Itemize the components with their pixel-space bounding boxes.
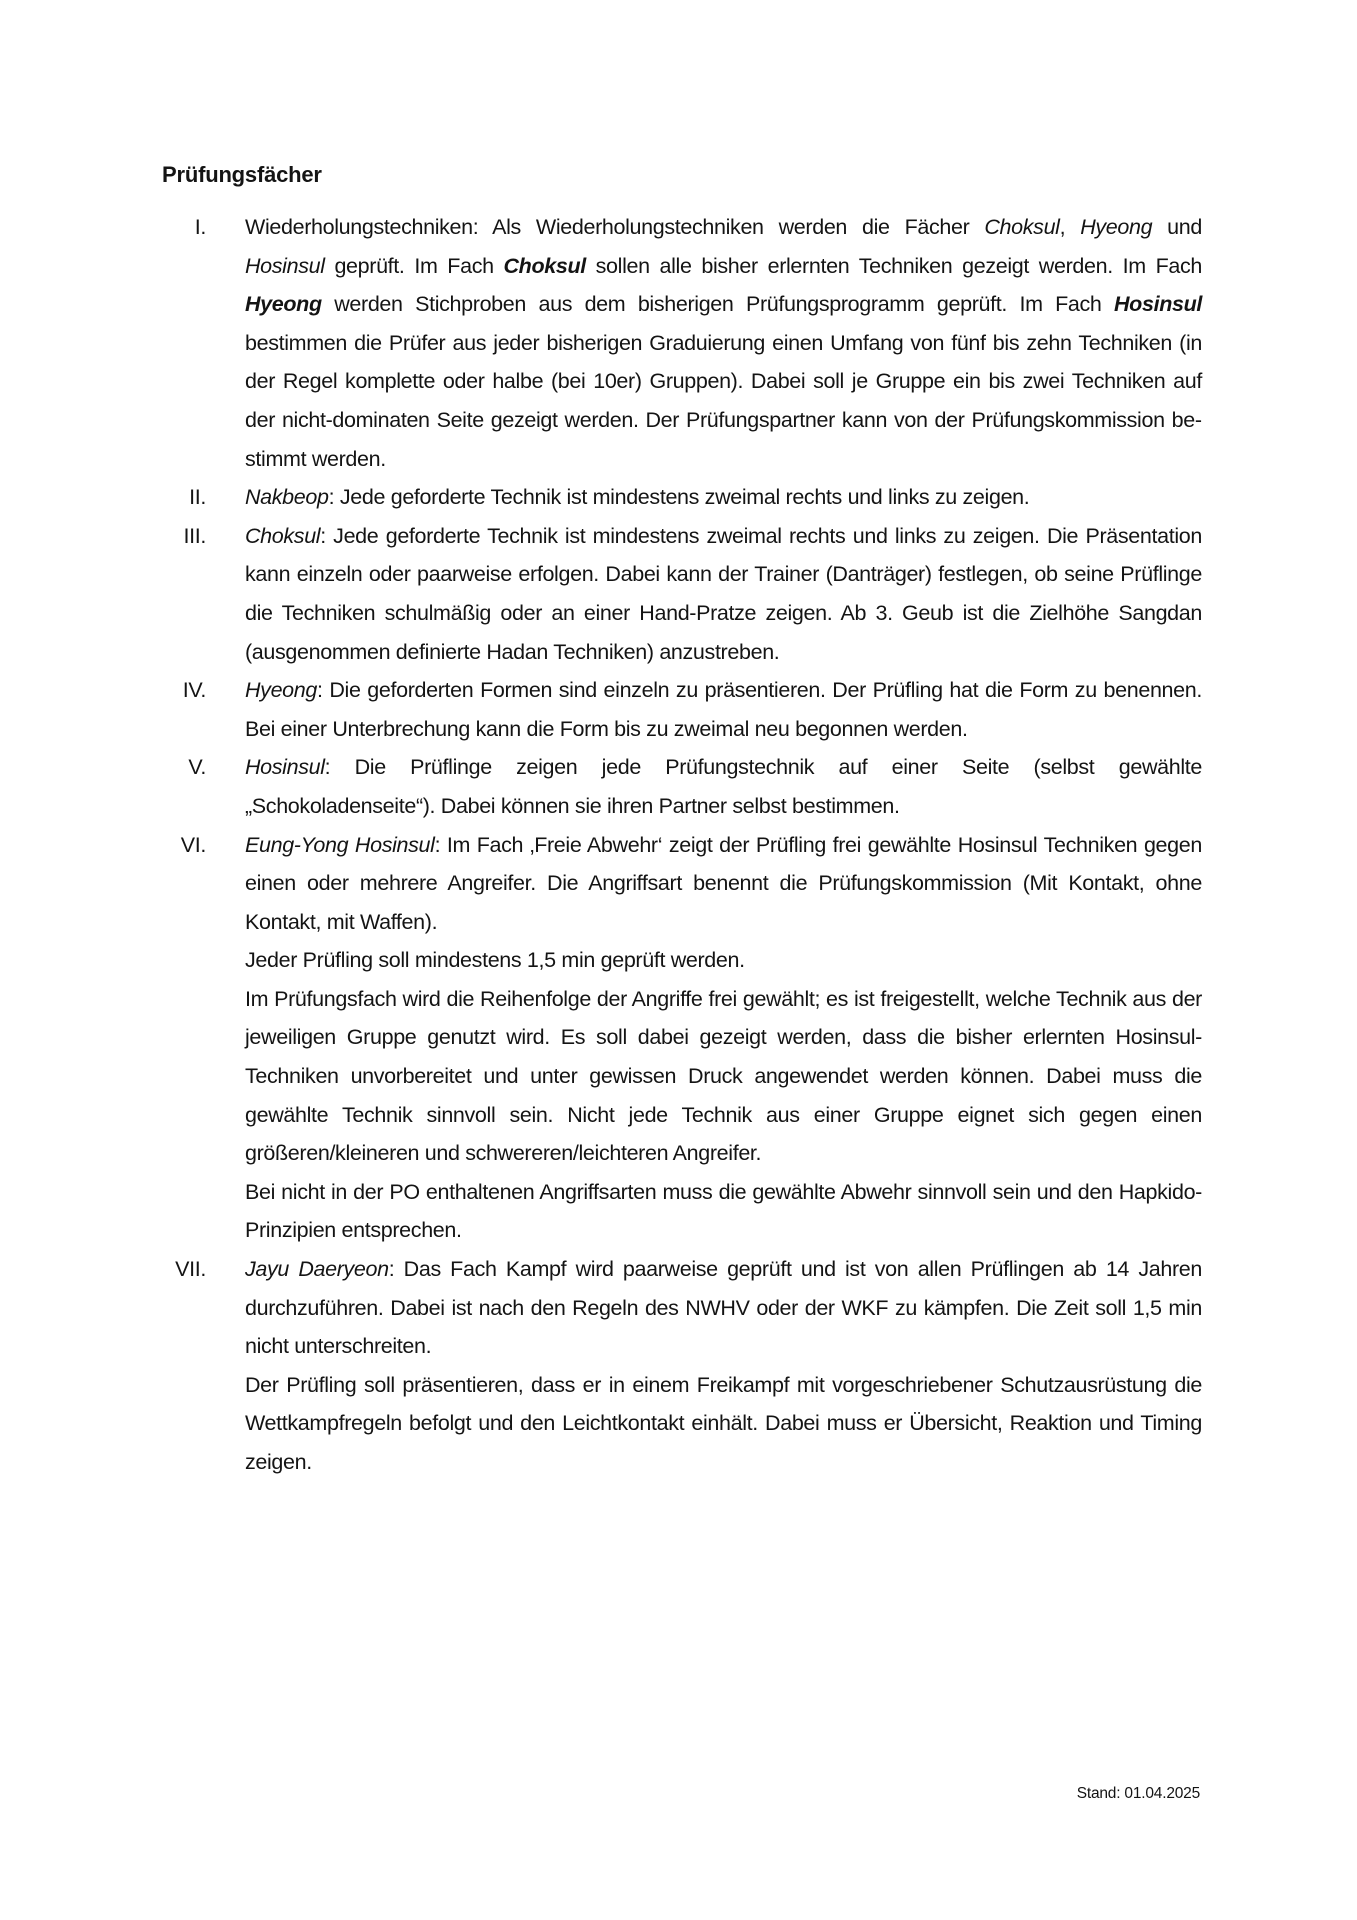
list-item-paragraph xyxy=(245,208,1202,478)
text-run: sollen alle bisher erlernten Techniken gezeigt werden. Im Fach xyxy=(585,253,1202,278)
list-item-paragraph xyxy=(245,1173,1202,1250)
list-item-paragraph xyxy=(245,748,1202,825)
list-item-paragraph xyxy=(245,941,1202,980)
text-run: Bei nicht in der PO enthaltenen Angriffsarten muss die gewählte Abwehr sinnvoll sein und den Hapkido-Prinzipien entsprechen. xyxy=(245,1179,1202,1243)
text-run: und xyxy=(1152,215,1202,239)
text-run: geprüft. Im Fach xyxy=(324,253,504,278)
subject-term: Hyeong xyxy=(1080,215,1153,239)
list-item-paragraph xyxy=(245,826,1202,942)
emphasized-term: Hyeong xyxy=(245,292,322,317)
subject-term: Nakbeop xyxy=(245,485,329,510)
page-heading: Prüfungsfächer xyxy=(162,162,322,187)
version-date: Stand: 01.04.2025 xyxy=(1076,1785,1200,1802)
emphasized-term: Choksul xyxy=(503,253,586,278)
subject-term: Choksul xyxy=(984,215,1060,239)
text-run: Der Prüfling soll präsentieren, dass er in einem Freikampf mit vorgeschriebener Schutzausrüstung die Wettkampfregeln befolgt und den Leichtkontakt einhält. Dabei muss er Übersicht, Reaktion und Timing zeigen. xyxy=(245,1372,1202,1474)
text-run: : Die Prüflinge zeigen jede Prüfungstechnik auf einer Seite (selbst gewählte „Schokoladenseite“). Dabei können sie ihren Partner selbst bestimmen. xyxy=(245,755,1202,818)
list-item-number: VI. xyxy=(180,832,206,857)
list-item-number: V. xyxy=(188,755,206,780)
list-item-number: I. xyxy=(194,215,206,239)
list-item-paragraph xyxy=(245,517,1202,671)
list-item-number: III. xyxy=(183,523,206,548)
list-item-number: II. xyxy=(189,485,206,510)
text-run: werden Stichproben aus dem bisherigen Prüfungsprogramm geprüft. Im Fach xyxy=(321,292,1114,317)
text-run: Jeder Prüfling soll mindestens 1,5 min geprüft werden. xyxy=(245,948,745,973)
subject-term: Hyeong xyxy=(245,678,318,703)
text-run: , xyxy=(1059,215,1081,239)
list-item-paragraph xyxy=(245,980,1202,1173)
subject-term: Eung-Yong Hosinsul xyxy=(245,832,435,857)
text-run: : Im Fach ‚Freie Abwehr‘ zeigt der Prüfling frei gewählte Hosinsul Techniken gegen einen oder mehrere Angreifer. Die Angriffsart benennt die Prüfungskommission (Mit Kontakt, ohne Kontakt, mit Waffen). xyxy=(245,832,1202,934)
list-item-number: IV. xyxy=(182,678,206,703)
list-item xyxy=(162,517,1202,671)
list-item xyxy=(162,478,1202,517)
list-item-paragraph xyxy=(245,1250,1202,1366)
text-run: : Das Fach Kampf wird paarweise geprüft und ist von allen Prüflingen ab 14 Jahren durchzuführen. Dabei ist nach den Regeln des NWHV oder der WKF zu kämpfen. Die Zeit soll 1,5 min nicht unterschreiten. xyxy=(245,1257,1202,1359)
emphasized-term: Hosinsul xyxy=(1114,292,1202,317)
exam-subject-list xyxy=(162,208,1202,1482)
list-item-number: VII. xyxy=(175,1257,206,1282)
list-item xyxy=(162,1250,1202,1482)
text-run: : Jede geforderte Technik ist mindestens zweimal rechts und links zu zeigen. xyxy=(328,485,1030,510)
list-item xyxy=(162,208,1202,478)
subject-term: Hosinsul xyxy=(245,253,325,278)
text-run: : Jede geforderte Technik ist mindestens zweimal rechts und links zu zeigen. Die Präsentation kann einzeln oder paarweise erfolgen. Dabei kann der Trainer (Danträger) festlegen, ob seine Prüflinge die Techniken schulmäßig oder an einer Hand-Pratze zeigen. Ab 3. Geub ist die Zielhöhe Sangdan (ausgenommen definierte Hadan Techniken) anzustreben. xyxy=(245,523,1202,664)
list-item xyxy=(162,671,1202,748)
list-item xyxy=(162,826,1202,1251)
list-item-paragraph xyxy=(245,671,1202,748)
subject-term: Hosinsul xyxy=(245,755,325,780)
text-run: Im Prüfungsfach wird die Reihenfolge der Angriffe frei gewählt; es ist freigestellt, welche Technik aus der jeweiligen Gruppe genutzt wird. Es soll dabei gezeigt werden, dass die bisher erlernten Hosinsul-Techniken unvorbereitet und unter gewissen Druck angewendet werden können. Dabei muss die gewählte Technik sinnvoll sein. Nicht jede Technik aus einer Gruppe eignet sich gegen einen größeren/kleineren und schwereren/leichteren Angreifer. xyxy=(245,986,1202,1166)
list-item-paragraph xyxy=(245,478,1202,517)
text-run: : Die geforderten Formen sind einzeln zu präsentieren. Der Prüfling hat die Form zu benennen. Bei einer Unterbrechung kann die Form bis zu zweimal neu begonnen werden. xyxy=(245,678,1202,741)
text-run: bestimmen die Prüfer aus jeder bisherigen Graduierung einen Umfang von fünf bis zehn Techniken (in der Regel komplette oder halbe (bei 10er) Gruppen). Dabei soll je Gruppe ein bis zwei Techniken auf der nicht-dominaten Seite gezeigt werden. Der Prüfungspartner kann von der Prüfungskommission bestimmt werden. xyxy=(245,330,1202,471)
subject-term: Jayu Daeryeon xyxy=(245,1257,389,1282)
list-item-paragraph xyxy=(245,1366,1202,1482)
text-run: Wiederholungstechniken: Als Wiederholungstechniken werden die Fächer xyxy=(245,215,985,239)
subject-term: Choksul xyxy=(245,523,321,548)
list-item xyxy=(162,748,1202,825)
